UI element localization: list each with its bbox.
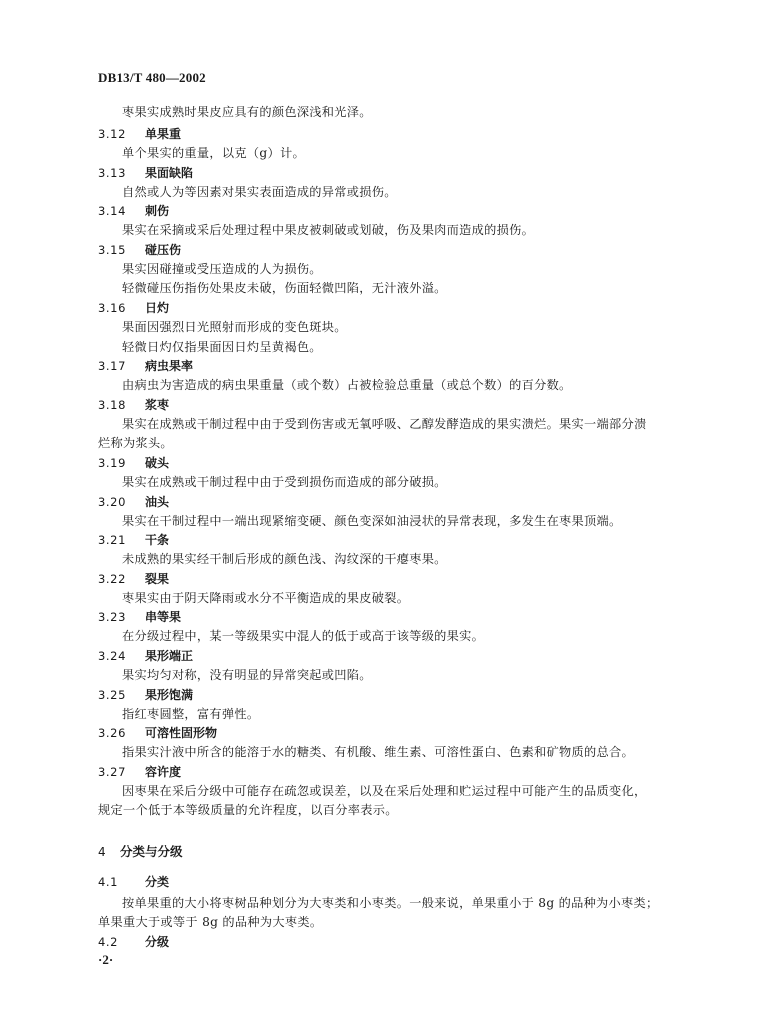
term-definition-text: 轻微日灼仅指果面因日灼呈黄褐色。 [122, 339, 322, 354]
term-definition-text: 指红枣圆整，富有弹性。 [122, 706, 260, 721]
term-title: 油头 [145, 494, 170, 509]
page-number: ·2· [98, 952, 114, 967]
term-number: 3.23 [98, 610, 127, 625]
paragraph-text: 枣果实成熟时果皮应具有的颜色深浅和光泽。 [122, 105, 372, 119]
term-number: 3.22 [98, 571, 127, 586]
section-number: 4 [98, 845, 106, 859]
subsection-title: 分级 [145, 935, 170, 949]
term-number: 3.19 [98, 456, 127, 470]
term-definition-text: 枣果实由于阴天降雨或水分不平衡造成的果皮破裂。 [122, 590, 410, 605]
term-definition-text: 由病虫为害造成的病虫果重量（或个数）占被检验总重量（或总个数）的百分数。 [122, 378, 572, 393]
term-definition-text: 果实在成熟或干制过程中由于受到损伤而造成的部分破损。 [122, 475, 447, 489]
term-definition-text: 因枣果在采后分级中可能存在疏忽或误差，以及在采后处理和贮运过程中可能产生的品质变化， [122, 783, 647, 798]
paragraph-text: 单果重大于或等于 8g 的品种为大枣类。 [98, 915, 323, 929]
term-definition-text: 未成熟的果实经干制后形成的颜色浅、沟纹深的干瘪枣果。 [122, 552, 447, 567]
term-title: 果形端正 [145, 649, 194, 663]
term-definition-text: 自然或人为等因素对果实表面造成的异常或损伤。 [122, 184, 397, 199]
term-title: 果形饱满 [145, 687, 194, 702]
term-definition-text: 单个果实的重量，以克（g）计。 [122, 146, 305, 160]
term-number: 3.13 [98, 165, 127, 180]
term-number: 3.25 [98, 687, 127, 702]
term-definition-text: 规定一个低于本等级质量的允许程度，以百分率表示。 [98, 803, 398, 818]
term-number: 3.24 [98, 649, 127, 663]
term-definition-text: 轻微碰压伤指伤处果皮未破，伤面轻微凹陷，无汁液外溢。 [122, 281, 447, 296]
term-number: 3.14 [98, 204, 127, 219]
term-definition-text: 果实在成熟或干制过程中由于受到伤害或无氧呼吸、乙醇发酵造成的果实溃烂。果实一端部分溃 [122, 416, 647, 431]
term-definition-text: 果面因强烈日光照射而形成的变色斑块。 [122, 320, 347, 334]
term-number: 3.17 [98, 359, 127, 374]
subsection-title: 分类 [145, 875, 170, 889]
term-number: 3.27 [98, 764, 127, 779]
term-number: 3.21 [98, 533, 127, 548]
term-title: 容许度 [145, 764, 182, 779]
term-definition-text: 烂称为浆头。 [98, 436, 173, 451]
term-title: 果面缺陷 [145, 165, 194, 180]
subsection-number: 4.1 [98, 875, 119, 889]
term-title: 刺伤 [145, 204, 170, 219]
term-title: 破头 [145, 456, 170, 470]
term-title: 单果重 [145, 127, 182, 141]
term-number: 3.20 [98, 494, 127, 509]
term-definition-text: 果实在干制过程中一端出现紧缩变硬、颜色变深如油浸状的异常表现，多发生在枣果顶端。 [122, 513, 622, 528]
term-definition-text: 果实在采摘或采后处理过程中果皮被刺破或划破，伤及果肉而造成的损伤。 [122, 223, 535, 238]
term-title: 浆枣 [145, 397, 170, 412]
term-number: 3.26 [98, 726, 127, 741]
term-definition-text: 在分级过程中，某一等级果实中混人的低于或高于该等级的果实。 [122, 629, 485, 644]
term-title: 可溶性固形物 [145, 726, 218, 741]
term-title: 干条 [145, 533, 170, 548]
term-number: 3.18 [98, 397, 127, 412]
term-title: 日灼 [145, 301, 170, 315]
term-number: 3.15 [98, 242, 127, 257]
standard-code: DB13/T 480—2002 [98, 70, 206, 85]
term-definition-text: 指果实汁液中所含的能溶于水的糖类、有机酸、维生素、可溶性蛋白、色素和矿物质的总合。 [122, 745, 634, 760]
term-number: 3.16 [98, 301, 127, 315]
term-definition-text: 果实因碰撞或受压造成的人为损伤。 [122, 261, 322, 276]
term-title: 裂果 [145, 571, 170, 586]
paragraph-text: 按单果重的大小将枣树品种划分为大枣类和小枣类。一般来说，单果重小于 8g 的品种为小枣类； [122, 896, 659, 910]
subsection-number: 4.2 [98, 935, 119, 949]
term-number: 3.12 [98, 127, 127, 141]
term-title: 病虫果率 [145, 359, 194, 374]
term-definition-text: 果实均匀对称，没有明显的异常突起或凹陷。 [122, 668, 372, 682]
term-title: 串等果 [145, 610, 182, 625]
term-title: 碰压伤 [145, 242, 182, 257]
section-title: 分类与分级 [120, 844, 183, 859]
